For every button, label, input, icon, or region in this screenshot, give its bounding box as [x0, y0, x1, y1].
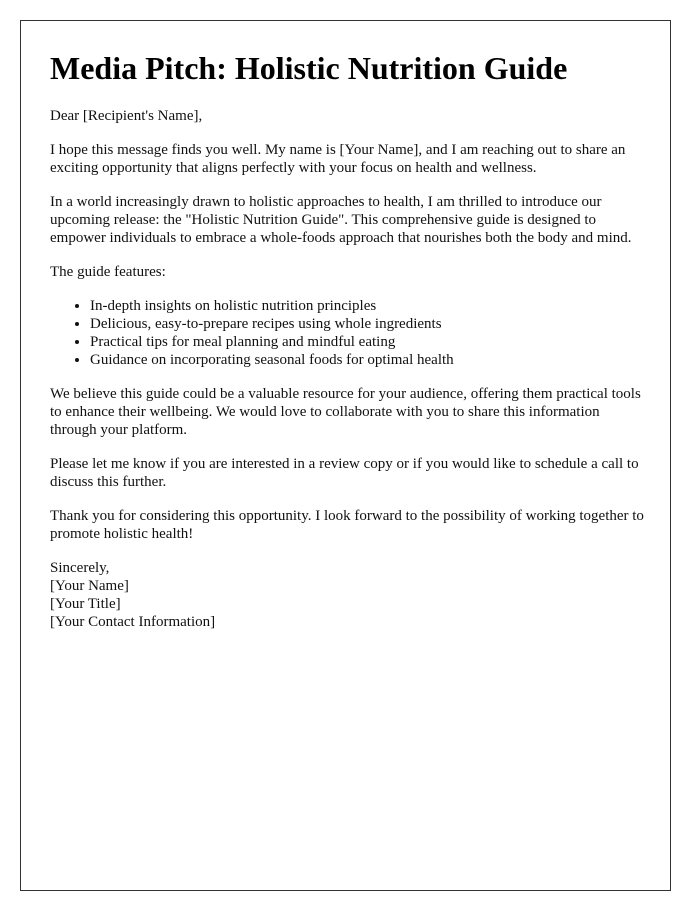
thanks-paragraph: Thank you for considering this opportunity. I look forward to the possibility of working together to promote holistic health! [50, 508, 644, 543]
signature-closing: Sincerely, [50, 560, 110, 577]
list-item: • In-depth insights on holistic nutrition principles [90, 297, 650, 315]
request-paragraph: Please let me know if you are interested in a review copy or if you would like to schedule a call to discuss this further. [50, 456, 639, 491]
intro-paragraph: I hope this message finds you well. My name is [Your Name], and I am reaching out to share an exciting opportunity that aligns perfectly with your focus on health and wellness. [50, 142, 626, 177]
letter-page [20, 20, 671, 891]
value-paragraph: We believe this guide could be a valuable resource for your audience, offering them practical tools to enhance their wellbeing. We would love to collaborate with you to share this information through your platform. [50, 386, 641, 439]
signature-block [50, 559, 650, 631]
list-item: • Practical tips for meal planning and mindful eating [90, 333, 650, 351]
signature-title: [Your Title] [50, 596, 121, 613]
list-item: • Delicious, easy-to-prepare recipes using whole ingredients [90, 315, 650, 333]
features-intro: The guide features: [50, 264, 166, 281]
signature-name: [Your Name] [50, 578, 129, 595]
signature-contact: [Your Contact Information] [50, 614, 216, 631]
features-list [50, 297, 650, 369]
context-paragraph: In a world increasingly drawn to holistic approaches to health, I am thrilled to introduce our upcoming release: the "Holistic Nutrition Guide". This comprehensive guide is designed to empower individuals to embrace a whole-foods approach that nourishes both the body and mind. [50, 194, 632, 247]
page-title: Media Pitch: Holistic Nutrition Guide [50, 50, 568, 86]
list-item: • Guidance on incorporating seasonal foods for optimal health [90, 351, 650, 369]
greeting: Dear [Recipient's Name], [50, 108, 203, 125]
